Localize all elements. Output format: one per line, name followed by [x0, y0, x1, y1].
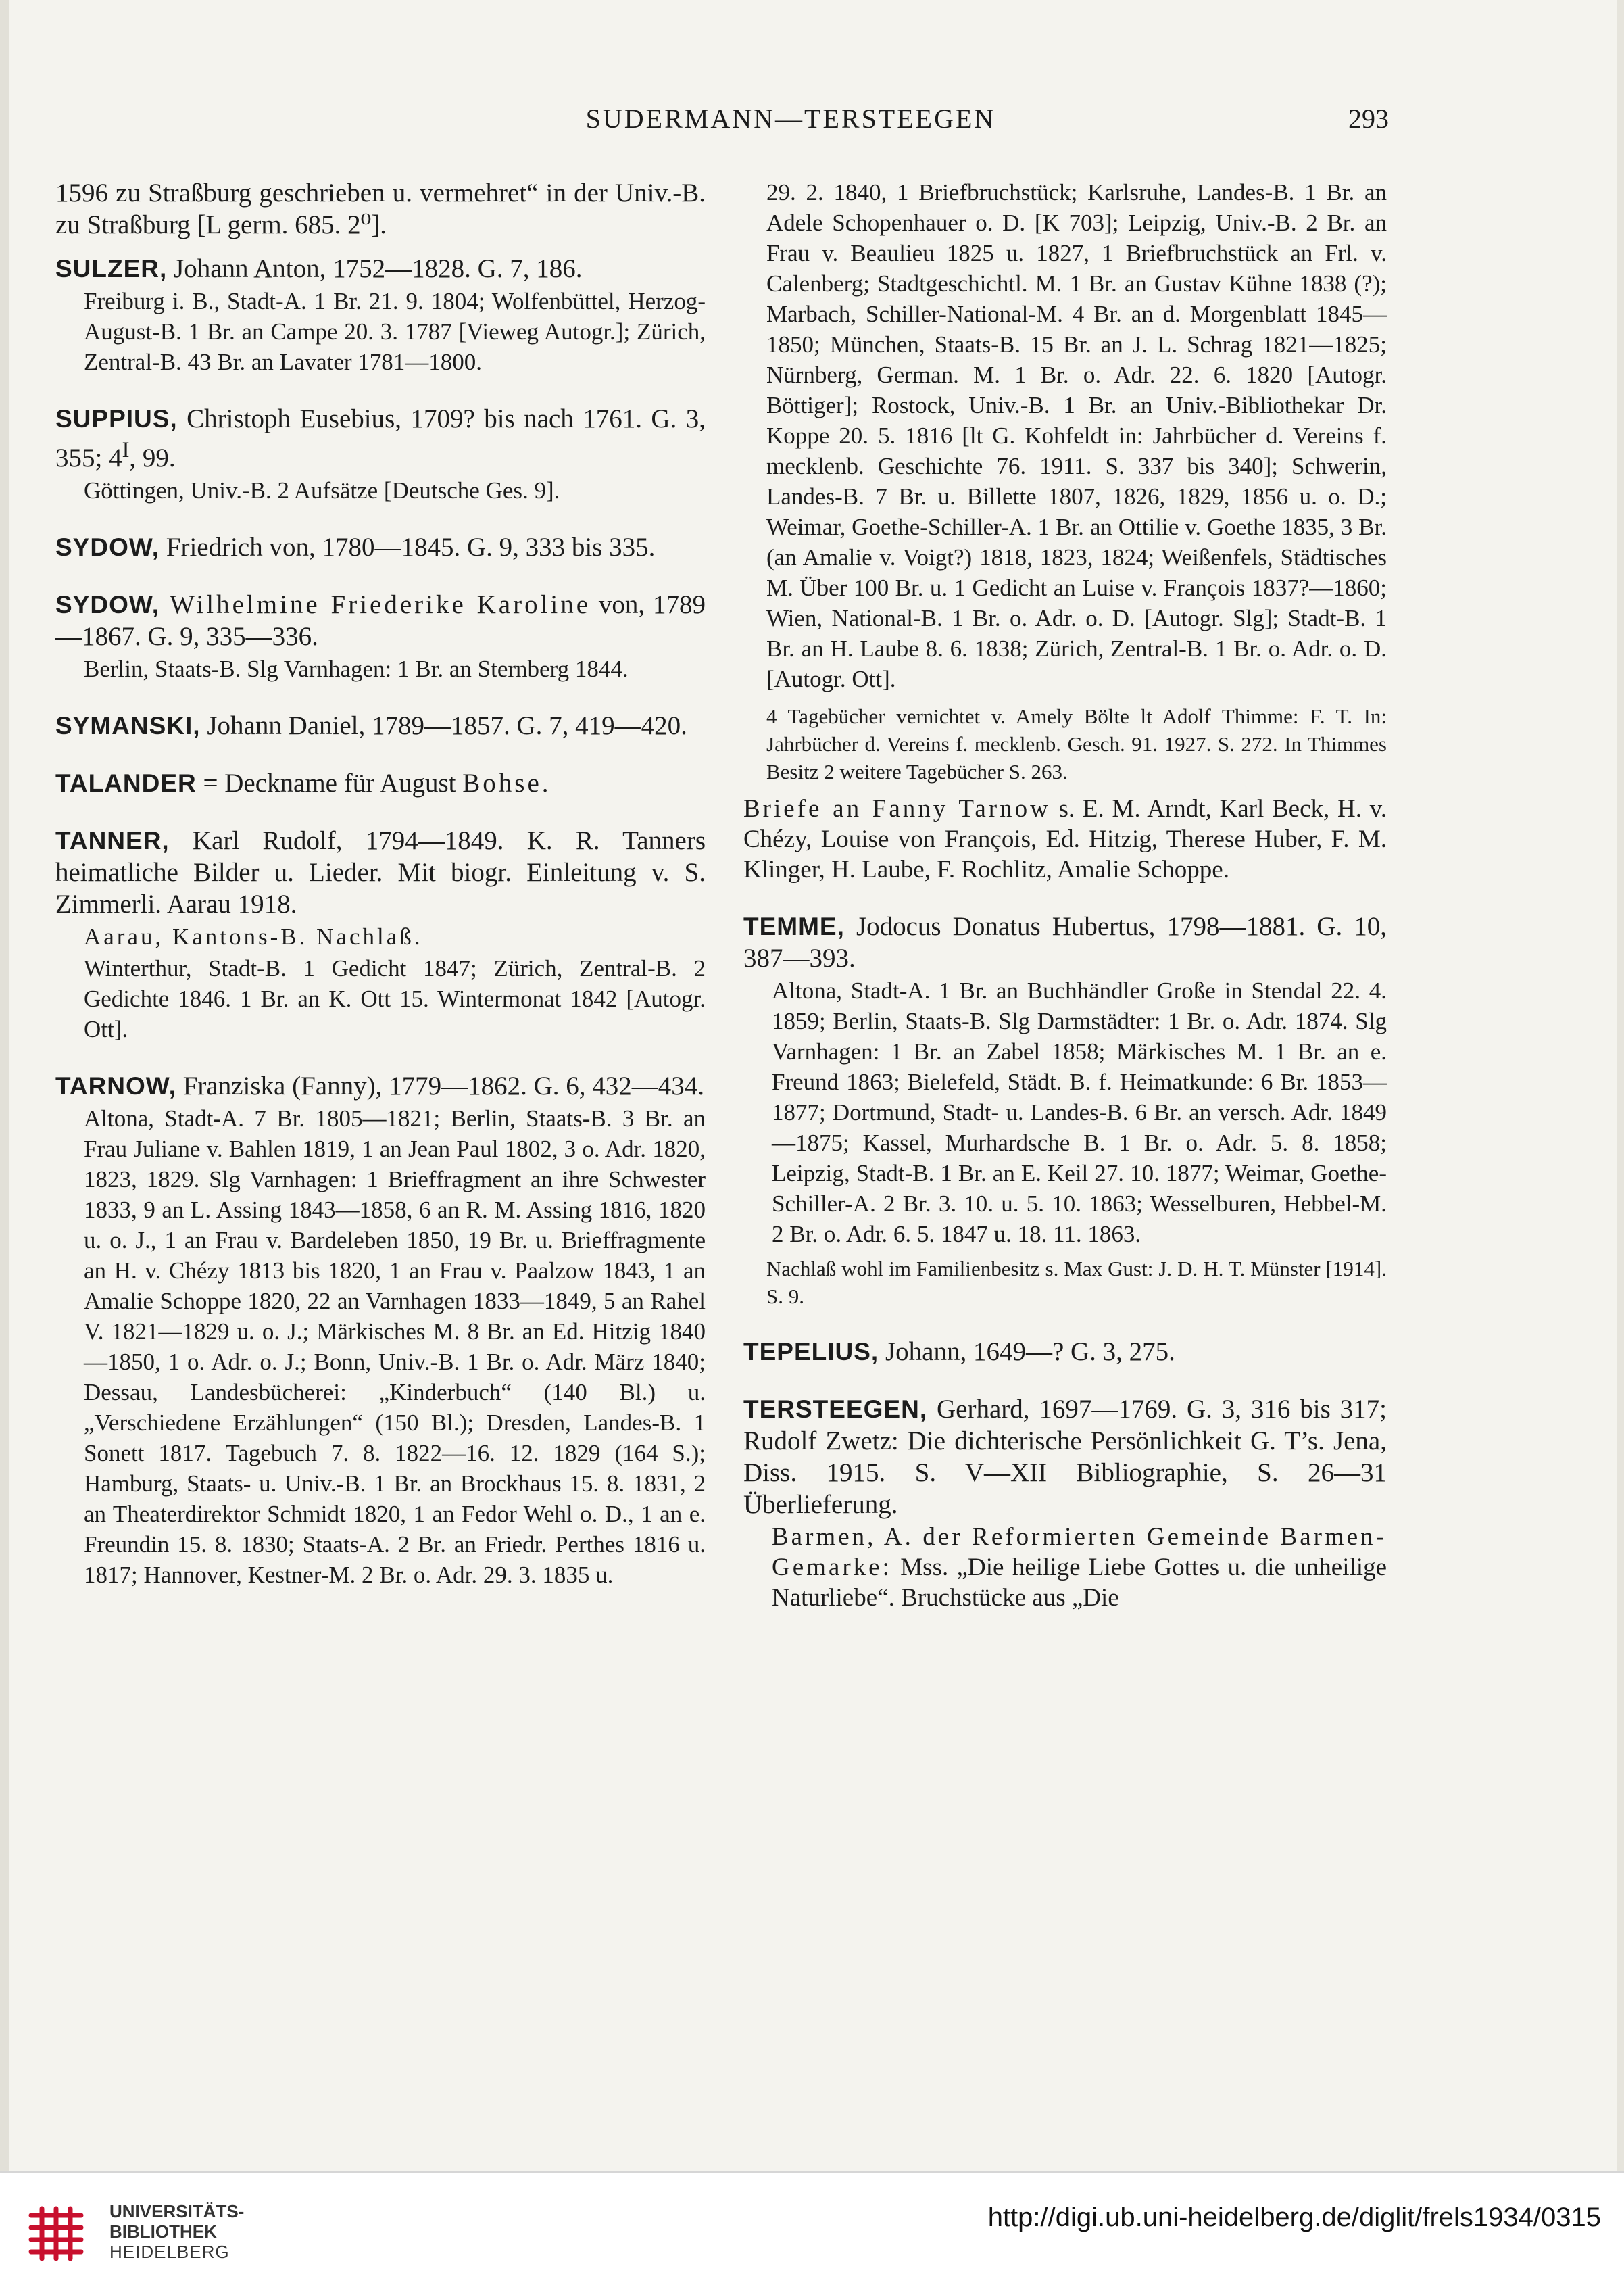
page-number: 293 — [1348, 103, 1389, 134]
headword: SYDOW, — [55, 591, 160, 619]
holdings: Berlin, Staats-B. Slg Varnhagen: 1 Br. an Sternberg 1844. — [84, 656, 629, 682]
entry-text: Johann Daniel, 1789—1857. G. 7, 419—420. — [200, 711, 687, 740]
holdings-nachlass: Aarau, Kantons-B. Nachlaß. — [84, 923, 423, 950]
entry-intro: 1596 zu Straßburg geschrieben u. vermehret“ in der Univ.-B. zu Straßburg [L germ. 685. 2⁰]. — [55, 178, 706, 239]
page-edge-left — [0, 0, 9, 2171]
entry-tanner — [55, 825, 706, 1044]
holdings: Göttingen, Univ.-B. 2 Aufsätze [Deutsche Ges. 9]. — [84, 477, 560, 504]
entry-talander — [55, 767, 706, 799]
running-title: SUDERMANN—TERSTEEGEN — [585, 103, 996, 134]
headword: SULZER, — [55, 255, 168, 283]
headword: SYMANSKI, — [55, 712, 201, 740]
holdings-text: Mss. „Die heilige Liebe Gottes u. die unheilige Naturliebe“. Bruchstücke aus „Die — [772, 1553, 1387, 1612]
holdings: Altona, Stadt-A. 7 Br. 1805—1821; Berlin, Staats-B. 3 Br. an Frau Juliane v. Bahlen 1819, 1 an Jean Paul 1802, 3 o. Adr. 1820, 1823, 1829. Slg Varnhagen: 1 Brieffragment an ihre Schwester 1833, 9 an L. Assing 1843—1858, 6 an R. M. Assing 1816, 1820 u. o. J., 1 an Frau v. Bardeleben 1850, 19 Br. u. Brieffragmente an H. v. Chézy 1813 bis 1820, 1 an Frau v. Paalzow 1843, 1 an Amalie Schoppe 1820, 22 an Varnhagen 1833—1849, 5 an Rahel V. 1821—1829 u. o. J.; Märkisches M. 8 Br. an Ed. Hitzig 1840—1850, 1 o. Adr. o. J.; Bonn, Univ.-B. 1 Br. o. Adr. März 1840; Dessau, Landesbücherei: „Kinderbuch“ (140 Bl.) u. „Verschiedene Erzählungen“ (150 Bl.); Dresden, Landes-B. 1 Sonett 1817. Tagebuch 7. 8. 1822—16. 12. 1829 (164 S.); Hamburg, Staats- u. Univ.-B. 1 Br. an Brockhaus 15. 8. 1831, 2 an Theaterdirektor Schmidt 1820, 1 an Fedor Wehl o. D., 1 an e. Freundin 15. 8. 1830; Staats-A. 2 Br. an Friedr. Perthes 1816 u. 1817; Hannover, Kestner-M. 2 Br. o. Adr. 29. 3. 1835 u. — [84, 1105, 706, 1588]
footnote: 4 Tagebücher vernichtet v. Amely Bölte lt Adolf Thimme: F. T. In: Jahrbücher d. Vereins f. mecklenb. Gesch. 91. 1927. S. 272. In Thimmes Besitz 2 weitere Tagebücher S. 263. — [766, 704, 1387, 784]
spaced-name: Bohse. — [462, 769, 551, 798]
entry-text: Friedrich von, 1780—1845. G. 9, 333 bis 335. — [159, 533, 656, 562]
entry-sydow-friedrich — [55, 531, 706, 563]
footnote: Nachlaß wohl im Familienbesitz s. Max Gust: J. D. H. T. Münster [1914]. S. 9. — [766, 1257, 1387, 1308]
entry-sulzer — [55, 253, 706, 377]
entry-tepelius — [743, 1336, 1387, 1368]
headword: TARNOW, — [55, 1072, 176, 1100]
library-name-line-3: HEIDELBERG — [109, 2242, 230, 2262]
library-name-line-1: UNIVERSITÄTS- — [109, 2201, 245, 2221]
headword: TANNER, — [55, 827, 170, 854]
entry-text: Christoph Eusebius, 1709? bis nach 1761. G. 3, 355; 4 — [55, 404, 706, 473]
entry-tarnow — [55, 1070, 706, 1590]
right-column — [743, 177, 1387, 1613]
headword: TERSTEEGEN, — [743, 1395, 928, 1423]
holdings: Freiburg i. B., Stadt-A. 1 Br. 21. 9. 1804; Wolfenbüttel, Herzog-August-B. 1 Br. an Campe 20. 3. 1787 [Vieweg Autogr.]; Zürich, Zentral-B. 43 Br. an Lavater 1781—1800. — [84, 288, 706, 375]
page-edge-right — [1617, 0, 1624, 2171]
entry-text: von, 1789—1867. G. 9, 335—336. — [55, 590, 706, 651]
entry-text: Johann, 1649—? G. 3, 275. — [879, 1337, 1175, 1366]
entry-text: Johann Anton, 1752—1828. G. 7, 186. — [167, 254, 583, 283]
entry-suppius — [55, 403, 706, 506]
entry-text-end: , 99. — [129, 443, 176, 473]
ub-heidelberg-logo-icon[interactable] — [19, 2196, 93, 2271]
spaced-location: Barmen, A. der Reformierten Gemeinde Barmen-Gemarke: — [772, 1523, 1387, 1581]
permalink-url[interactable]: http://digi.ub.uni-heidelberg.de/diglit/frels1934/0315 — [987, 2202, 1601, 2232]
spaced-name: Wilhelmine Friederike Karoline — [159, 590, 591, 619]
library-name[interactable] — [109, 2201, 244, 2262]
entry-text: Karl Rudolf, 1794—1849. K. R. Tanners heimatliche Bilder u. Lieder. Mit biogr. Einleitung v. S. Zimmerli. Aarau 1918. — [55, 826, 706, 919]
entry-text: = Deckname für August — [196, 769, 463, 798]
headword: TEMME, — [743, 913, 845, 940]
entry-text: Jodocus Donatus Hubertus, 1798—1881. G. 10, 387—393. — [743, 912, 1387, 973]
headword: TALANDER — [55, 769, 197, 797]
spaced-label: Briefe an Fanny Tarnow — [743, 795, 1051, 823]
entry-text: s. E. M. Arndt, Karl Beck, H. v. Chézy, Louise von François, Ed. Hitzig, Therese Huber, F. M. Klinger, H. Laube, F. Rochlitz, Amalie Schoppe. — [743, 795, 1387, 884]
headword: SUPPIUS, — [55, 405, 178, 433]
entry-text: Franziska (Fanny), 1779—1862. G. 6, 432—434. — [176, 1071, 704, 1101]
entry-letters-to-tarnow — [743, 794, 1387, 885]
headword: SYDOW, — [55, 533, 160, 561]
viewer-footer — [0, 2171, 1624, 2289]
headword: TEPELIUS, — [743, 1338, 879, 1366]
left-column — [55, 177, 706, 1590]
library-name-line-2: BIBLIOTHEK — [109, 2221, 217, 2242]
entry-sydow-wilhelmine — [55, 589, 706, 684]
entry-temme — [743, 911, 1387, 1310]
entry-symanski — [55, 710, 706, 742]
entry-tersteegen — [743, 1393, 1387, 1613]
holdings: Winterthur, Stadt-B. 1 Gedicht 1847; Zürich, Zentral-B. 2 Gedichte 1846. 1 Br. an K. Ott 15. Wintermonat 1842 [Autogr. Ott]. — [84, 955, 706, 1042]
holdings: Altona, Stadt-A. 1 Br. an Buchhändler Große in Stendal 22. 4. 1859; Berlin, Staats-B. Slg Darmstädter: 1 Br. o. Adr. 1874. Slg Varnhagen: 1 Br. an Zabel 1858; Märkisches M. 1 Br. an e. Freund 1863; Bielefeld, Städt. B. f. Heimatkunde: 6 Br. 1853—1877; Dortmund, Stadt- u. Landes-B. 6 Br. an versch. Adr. 1849—1875; Kassel, Murhardsche B. 1 Br. o. Adr. 5. 8. 1858; Leipzig, Stadt-B. 1 Br. an E. Keil 27. 10. 1877; Weimar, Goethe-Schiller-A. 2 Br. 3. 10. u. 5. 10. 1863; Wesselburen, Hebbel-M. 2 Br. o. Adr. 6. 5. 1847 u. 18. 11. 1863. — [772, 978, 1387, 1247]
superscript: I — [122, 438, 130, 462]
entry-text: Gerhard, 1697—1769. G. 3, 316 bis 317; Rudolf Zwetz: Die dichterische Persönlichkeit G. T’s. Jena, Diss. 1915. S. V—XII Bibliographie, S. 26—31 Überlieferung. — [743, 1395, 1387, 1519]
holdings-continued: 29. 2. 1840, 1 Briefbruchstück; Karlsruhe, Landes-B. 1 Br. an Adele Schopenhauer o. D. [K 703]; Leipzig, Univ.-B. 2 Br. an Frau v. Beaulieu 1825 u. 1827, 1 Briefbruchstück an Frl. v. Calenberg; Stadtgeschichtl. M. 1 Br. an Gustav Kühne 1838 (?); Marbach, Schiller-National-M. 4 Br. an d. Morgenblatt 1845—1850; München, Staats-B. 15 Br. an J. L. Schrag 1821—1825; Nürnberg, German. M. 1 Br. o. Adr. 22. 6. 1820 [Autogr. Böttiger]; Rostock, Univ.-B. 1 Br. an Univ.-Bibliothekar Dr. Koppe 20. 5. 1816 [lt G. Kohfeldt in: Jahrbücher d. Vereins f. mecklenb. Geschichte 76. 1911. S. 337 bis 340]; Schwerin, Landes-B. 7 Br. u. Billette 1807, 1826, 1829, 1856 u. o. D.; Weimar, Goethe-Schiller-A. 1 Br. an Ottilie v. Goethe 1835, 3 Br. (an Amalie v. Voigt?) 1818, 1823, 1824; Weißenfels, Städtisches M. Über 100 Br. u. 1 Gedicht an Luise v. François 1837?—1860; Wien, National-B. 1 Br. o. Adr. o. D. [Autogr. Slg]; Stadt-B. 1 Br. an H. Laube 8. 6. 1838; Zürich, Zentral-B. 1 Br. o. Adr. o. D. [Autogr. Ott]. — [766, 179, 1387, 692]
holdings — [743, 1522, 1387, 1613]
